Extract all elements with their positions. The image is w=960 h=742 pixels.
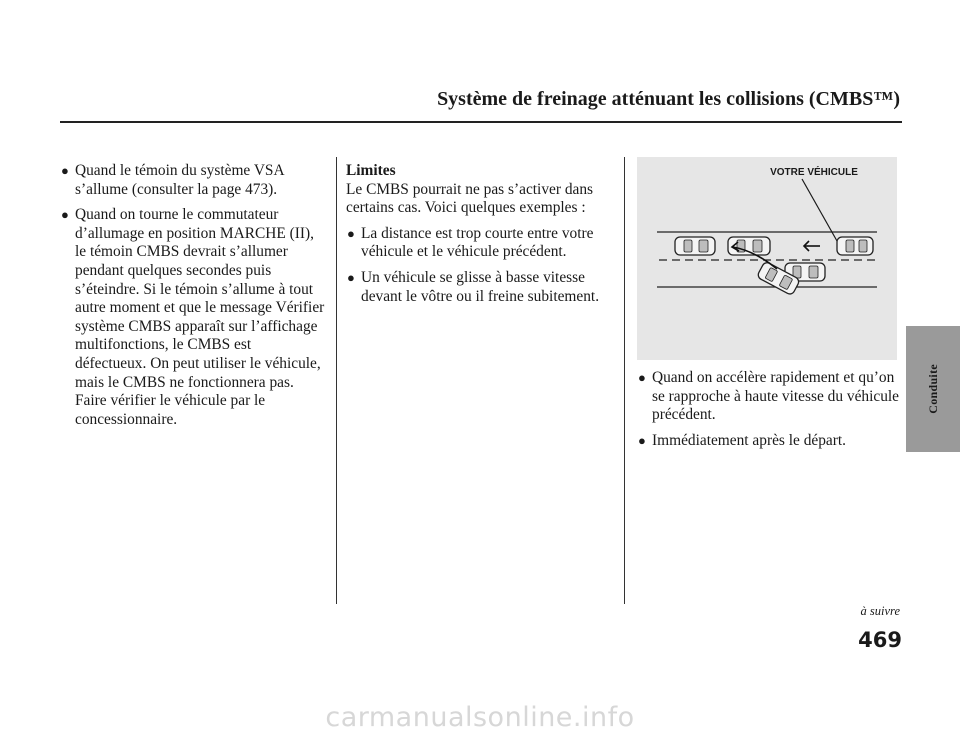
list-item-text: Quand on tourne le commutateur d’allumage en position MARCHE (II), le témoin CMBS devrait s’allumer pendant quelques secondes puis s’éteindre. Si le témoin s’allume à tout autre moment et que le message Vérifier système CMBS apparaît sur l’affichage multifonctions, le CMBS est défectueux. On peut utiliser le véhicule, mais le CMBS ne fonctionnera pas. Faire vérifier le véhicule par le concessionnaire. (75, 206, 325, 428)
list-item (60, 206, 326, 429)
section-intro: Le CMBS pourrait ne pas s’activer dans certains cas. Voici quelques exemples : (346, 180, 594, 217)
bullet-icon: ● (61, 163, 69, 178)
list-item-text: Quand le témoin du système VSA s’allume (consulter la page 473). (75, 162, 284, 198)
diagram-label: VOTRE VÉHICULE (770, 167, 858, 178)
bullet-icon: ● (61, 207, 69, 223)
list-item-text: La distance est trop courte entre votre véhicule et le véhicule précédent. (361, 224, 594, 261)
title-rule (60, 121, 902, 123)
bullet-icon: ● (638, 370, 646, 385)
bullet-icon: ● (347, 269, 355, 285)
section-heading: Limites (346, 162, 396, 179)
bullet-icon: ● (638, 432, 646, 448)
section-tab-label: Conduite (925, 364, 940, 414)
column-divider-1 (336, 157, 337, 604)
bullet-icon: ● (347, 225, 355, 241)
car-top-icon (675, 237, 715, 255)
road-illustration (637, 157, 897, 360)
list-item-text: Immédiatement après le départ. (652, 431, 847, 449)
page-number: 469 (858, 628, 902, 652)
list-item (346, 269, 610, 306)
column-1 (60, 162, 326, 436)
watermark: carmanualsonline.info (325, 702, 635, 733)
car-top-icon (837, 237, 873, 255)
continued-note: à suivre (860, 604, 900, 618)
section-tab-label-wrap (906, 326, 960, 452)
vehicle-diagram (637, 157, 897, 360)
list-item (637, 369, 901, 425)
list-item (60, 162, 326, 199)
arrow-left-icon (804, 241, 820, 251)
list-item-text: Quand on accélère rapidement et qu’on se rapproche à haute vitesse du véhicule précédent. (652, 369, 900, 424)
column-divider-2 (624, 157, 625, 604)
page-title: Système de freinage atténuant les collisions (CMBS™) (437, 88, 900, 110)
list-item (637, 432, 901, 451)
list-item (346, 225, 610, 262)
column-2 (346, 162, 610, 313)
list-item-text: Un véhicule se glisse à basse vitesse devant le vôtre ou il freine subitement. (361, 268, 600, 305)
column-3 (637, 369, 901, 457)
